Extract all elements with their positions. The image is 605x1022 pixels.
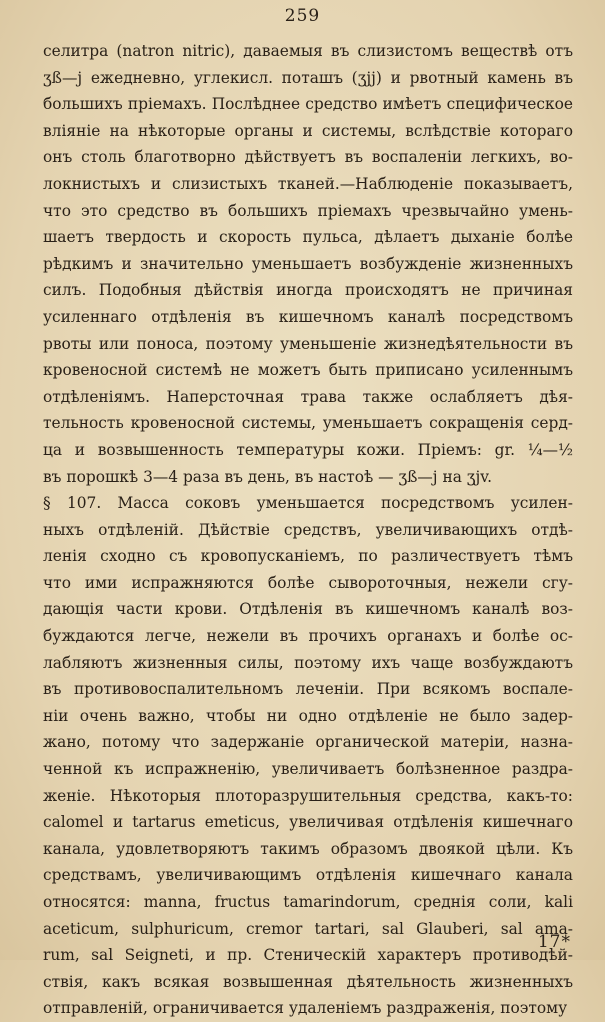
text-line: вліяніе на нѣкоторые органы и системы, вслѣдствіе котораго [43, 121, 573, 140]
text-line: ца и возвышенность температуры кожи. Пріемъ: gr. ¼—½ [43, 440, 573, 459]
text-line: тельность кровеносной системы, уменьшаетъ сокращенія серд- [43, 414, 573, 433]
text-line: ʒß—j ежедневно, углекисл. поташъ (ʒjj) и рвотный камень въ [43, 68, 573, 87]
text-line: онъ столь благотворно дѣйствуетъ въ воспаленіи легкихъ, во- [43, 148, 573, 167]
text-line: средствамъ, увеличивающимъ отдѣленія кишечнаго канала [43, 866, 573, 885]
text-line: въ противовоспалительномъ леченіи. При всякомъ воспале- [43, 680, 573, 699]
text-line: локнистыхъ и слизистыхъ тканей.—Наблюденіе показываетъ, [43, 174, 573, 193]
text-line: лабляютъ жизненныя силы, поэтому ихъ чаще возбуждаютъ [43, 653, 573, 672]
text-line: что ими испражняются болѣе сывороточныя, нежели сгу- [43, 573, 573, 592]
text-line: жано, потому что задержаніе органической матеріи, назна- [43, 733, 573, 752]
text-line: rum, sal Seigneti, и пр. Стеническій характеръ противодѣй- [43, 946, 573, 965]
text-line: calomel и tartarus emeticus, увеличивая отдѣленія кишечнаго [43, 813, 573, 832]
text-line: ныхъ отдѣленій. Дѣйствіе средствъ, увеличивающихъ отдѣ- [43, 520, 573, 539]
text-line: относятся: manna, fructus tamarindorum, среднія соли, kali [43, 893, 573, 911]
text-line: ченной къ испражненію, увеличиваетъ болѣзненное раздра- [43, 760, 573, 779]
text-line: кровеносной системѣ не можетъ быть приписано усиленнымъ [43, 361, 573, 380]
text-line: буждаются легче, нежели въ прочихъ органахъ и болѣе ос- [43, 627, 573, 646]
text-line: что это средство въ большихъ пріемахъ чрезвычайно умень- [43, 201, 573, 220]
text-line: силъ. Подобныя дѣйствія иногда происходятъ не причиная [43, 281, 573, 300]
body-text [43, 38, 573, 1022]
text-line: шаетъ твердость и скорость пульса, дѣлаетъ дыханіе болѣе [43, 228, 573, 247]
text-line: рвоты или поноса, поэтому уменьшеніе жизнедѣятельности въ [43, 334, 573, 353]
printer-signature-mark: 17* [537, 932, 571, 952]
text-line: рѣдкимъ и значительно уменьшаетъ возбужденіе жизненныхъ [43, 254, 573, 273]
text-line: § 107. Масса соковъ уменьшается посредствомъ усилен- [43, 494, 573, 513]
text-line: отдѣленіямъ. Наперсточная трава также ослабляетъ дѣя- [43, 387, 573, 406]
text-line: усиленнаго отдѣленія въ кишечномъ каналѣ посредствомъ [43, 307, 573, 326]
text-line: селитра (natron nitric), даваемыя въ слизистомъ веществѣ отъ [43, 42, 573, 60]
text-line: ствія, какъ всякая возвышенная дѣятельность жизненныхъ [43, 972, 573, 991]
text-line: женіе. Нѣкоторыя плоторазрушительныя средства, какъ-то: [43, 786, 573, 805]
page-number: 259 [284, 6, 321, 26]
text-line: дающія части крови. Отдѣленія въ кишечномъ каналѣ воз- [43, 600, 573, 619]
text-line: отправленій, ограничивается удаленіемъ раздраженія, поэтому [43, 999, 568, 1018]
text-line: канала, удовлетворяютъ такимъ образомъ двоякой цѣли. Къ [43, 839, 573, 858]
text-line: aceticum, sulphuricum, cremor tartari, sal Glauberi, sal ama- [43, 919, 573, 938]
text-line: ленія сходно съ кровопусканіемъ, по различествуетъ тѣмъ [43, 547, 573, 566]
text-line: въ порошкѣ 3—4 раза въ день, въ настоѣ — ʒß—j на ʒjv. [43, 467, 493, 486]
text-line: ніи очень важно, чтобы ни одно отдѣленіе не было задер- [43, 706, 573, 725]
text-line: большихъ пріемахъ. Послѣднее средство имѣетъ специфическое [43, 95, 573, 114]
